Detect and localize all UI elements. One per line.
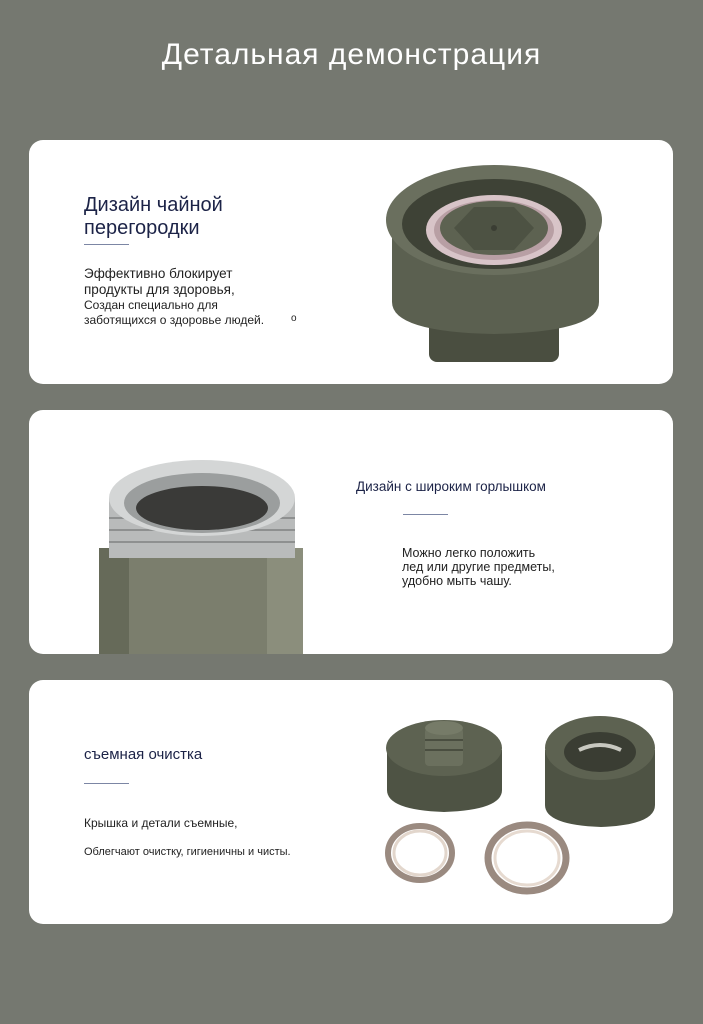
feature-heading: Дизайн с широким горлышком: [356, 479, 546, 494]
feature-description-small: Облегчают очистку, гигиеничны и чисты.: [84, 846, 291, 858]
heading-underline: [84, 783, 129, 784]
feature-card-removable: [29, 680, 673, 924]
feature-heading: Дизайн чайной перегородки: [84, 194, 223, 239]
page-title: Детальная демонстрация: [161, 38, 542, 71]
heading-underline: [403, 514, 448, 515]
feature-description-small: Создан специально для заботящихся о здоровье людей.: [84, 298, 265, 327]
decorative-mark: o: [291, 313, 297, 324]
feature-description: Эффективно блокирует продукты для здоровья,: [84, 266, 235, 297]
feature-heading: съемная очистка: [84, 746, 203, 763]
feature-card-tea-filter: [29, 140, 673, 384]
heading-underline: [84, 244, 129, 245]
feature-description: Крышка и детали съемные,: [84, 816, 238, 830]
lid-tea-filter-image: [384, 162, 624, 372]
feature-card-wide-mouth: [29, 410, 673, 654]
feature-description: Можно легко положить лед или другие предметы, удобно мыть чашу.: [402, 546, 555, 588]
removable-parts-image: [357, 710, 657, 900]
wide-mouth-jar-image: [97, 458, 307, 654]
